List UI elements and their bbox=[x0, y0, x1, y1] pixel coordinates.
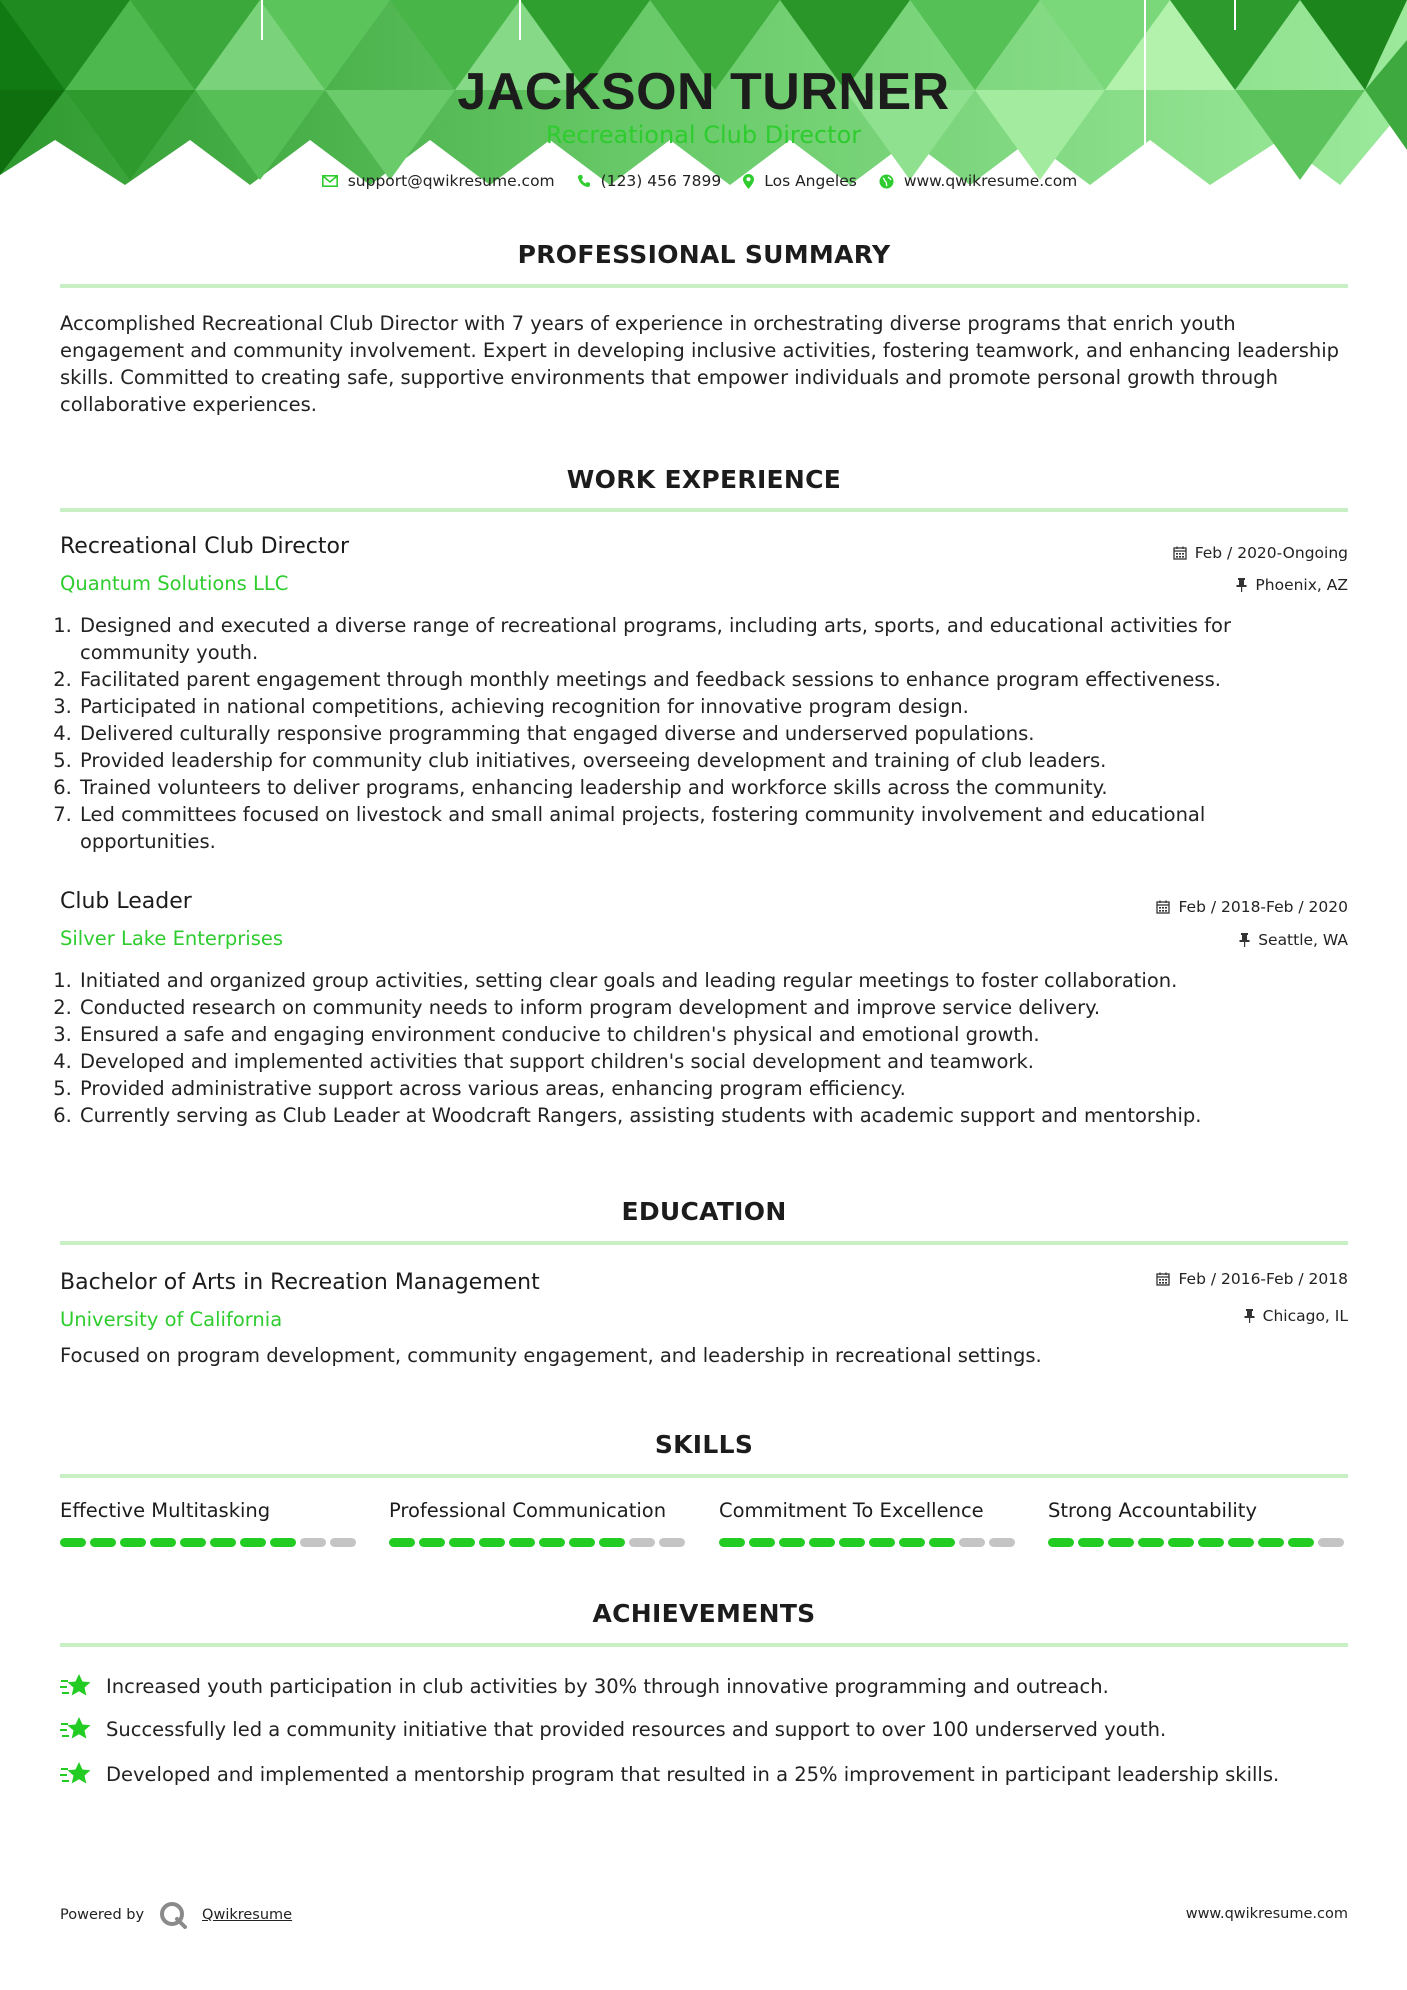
skill-level-segment bbox=[120, 1538, 146, 1547]
list-item: 1. Designed and executed a diverse range of recreational programs, including arts, sports, and educational activities for community youth. bbox=[78, 612, 1318, 666]
skill-level-segment bbox=[899, 1538, 925, 1547]
skill-level-bar bbox=[389, 1538, 689, 1547]
email-text: support@qwikresume.com bbox=[347, 172, 555, 190]
skill-level-segment bbox=[749, 1538, 775, 1547]
map-pin-icon bbox=[743, 174, 754, 189]
list-item: 4. Delivered culturally responsive programming that engaged diverse and underserved populations. bbox=[78, 720, 1318, 747]
skill-level-segment bbox=[659, 1538, 685, 1547]
skill-level-segment bbox=[300, 1538, 326, 1547]
skill-level-segment bbox=[270, 1538, 296, 1547]
pushpin-icon bbox=[1236, 578, 1247, 592]
job-title: Recreational Club Director bbox=[60, 534, 349, 559]
achievement-item bbox=[60, 1672, 1109, 1700]
list-item: 2. Conducted research on community needs to inform program development and improve service delivery. bbox=[78, 994, 1318, 1021]
envelope-icon bbox=[322, 175, 338, 187]
skill-level-segment bbox=[719, 1538, 745, 1547]
company-name: Silver Lake Enterprises bbox=[60, 927, 284, 950]
pushpin-icon bbox=[1239, 933, 1250, 947]
job-location-text: Seattle, WA bbox=[1258, 931, 1348, 949]
section-title-experience: WORK EXPERIENCE bbox=[566, 465, 842, 494]
skill-name: Professional Communication bbox=[389, 1499, 667, 1522]
skill-level-segment bbox=[1318, 1538, 1344, 1547]
section-divider bbox=[60, 1643, 1348, 1647]
list-item: 5. Provided administrative support across various areas, enhancing program efficiency. bbox=[78, 1075, 1318, 1102]
skill-name: Strong Accountability bbox=[1048, 1499, 1257, 1522]
skill-item bbox=[719, 1499, 1019, 1547]
contact-website[interactable] bbox=[879, 172, 1077, 190]
list-item: 6. Trained volunteers to deliver programs, enhancing leadership and workforce skills across the community. bbox=[78, 774, 1318, 801]
footer-powered-by bbox=[60, 1900, 292, 1930]
skill-level-segment bbox=[330, 1538, 356, 1547]
list-item: 4. Developed and implemented activities that support children's social development and teamwork. bbox=[78, 1048, 1318, 1075]
location-text: Los Angeles bbox=[764, 172, 857, 190]
qwikresume-logo-icon bbox=[158, 1900, 188, 1930]
skill-level-segment bbox=[509, 1538, 535, 1547]
job-date bbox=[1173, 544, 1348, 562]
section-divider bbox=[60, 284, 1348, 288]
skill-level-segment bbox=[839, 1538, 865, 1547]
powered-by-text: Powered by bbox=[60, 1907, 145, 1923]
achievement-text: Successfully led a community initiative that provided resources and support to over 100 underserved youth. bbox=[106, 1717, 1167, 1741]
skill-level-segment bbox=[389, 1538, 415, 1547]
skill-level-bar bbox=[1048, 1538, 1348, 1547]
job-bullets bbox=[54, 967, 1318, 1129]
skill-item bbox=[60, 1499, 360, 1547]
skill-level-segment bbox=[1198, 1538, 1224, 1547]
skill-level-segment bbox=[419, 1538, 445, 1547]
footer-website[interactable]: www.qwikresume.com bbox=[1185, 1906, 1348, 1922]
star-achievement-icon bbox=[60, 1715, 92, 1743]
achievement-item bbox=[60, 1760, 1279, 1788]
list-item: 3. Ensured a safe and engaging environment conducive to children's physical and emotional growth. bbox=[78, 1021, 1318, 1048]
skill-level-bar bbox=[60, 1538, 360, 1547]
skill-level-bar bbox=[719, 1538, 1019, 1547]
skill-level-segment bbox=[599, 1538, 625, 1547]
education-date bbox=[1156, 1270, 1348, 1288]
skill-level-segment bbox=[150, 1538, 176, 1547]
skill-level-segment bbox=[869, 1538, 895, 1547]
skill-level-segment bbox=[479, 1538, 505, 1547]
skill-level-segment bbox=[449, 1538, 475, 1547]
skill-level-segment bbox=[240, 1538, 266, 1547]
section-divider bbox=[60, 508, 1348, 512]
section-title-skills: SKILLS bbox=[654, 1430, 754, 1459]
qwikresume-link[interactable]: Qwikresume bbox=[202, 1907, 293, 1923]
list-item: 3. Participated in national competitions, achieving recognition for innovative program design. bbox=[78, 693, 1318, 720]
contact-email[interactable] bbox=[322, 172, 555, 190]
job-location-text: Phoenix, AZ bbox=[1255, 576, 1348, 594]
job-location bbox=[1239, 931, 1348, 949]
skill-level-segment bbox=[569, 1538, 595, 1547]
section-divider bbox=[60, 1474, 1348, 1478]
section-divider bbox=[60, 1241, 1348, 1245]
achievement-item bbox=[60, 1715, 1166, 1743]
skill-name: Commitment To Excellence bbox=[719, 1499, 984, 1522]
candidate-name: JACKSON TURNER bbox=[457, 63, 950, 121]
summary-text: Accomplished Recreational Club Director with 7 years of experience in orchestrating diverse programs that enrich youth engagement and community involvement. Expert in developing inclusive activities, fostering teamwork, and enhancing leadership skills. Committed to creating safe, supportive environments that empower individuals and promote personal growth through collaborative experiences. bbox=[60, 312, 1340, 416]
skill-level-segment bbox=[60, 1538, 86, 1547]
phone-icon bbox=[577, 174, 591, 188]
skill-name: Effective Multitasking bbox=[60, 1499, 271, 1522]
skill-level-segment bbox=[809, 1538, 835, 1547]
skill-level-segment bbox=[1108, 1538, 1134, 1547]
skill-level-segment bbox=[1168, 1538, 1194, 1547]
skill-level-segment bbox=[929, 1538, 955, 1547]
star-achievement-icon bbox=[60, 1672, 92, 1700]
calendar-icon bbox=[1173, 546, 1187, 560]
star-achievement-icon bbox=[60, 1760, 92, 1788]
list-item: 2. Facilitated parent engagement through monthly meetings and feedback sessions to enhance program effectiveness. bbox=[78, 666, 1318, 693]
list-item: 7. Led committees focused on livestock and small animal projects, fostering community involvement and educational opportunities. bbox=[78, 801, 1318, 855]
list-item: 1. Initiated and organized group activities, setting clear goals and leading regular meetings to foster collaboration. bbox=[78, 967, 1318, 994]
skill-level-segment bbox=[90, 1538, 116, 1547]
website-text: www.qwikresume.com bbox=[903, 172, 1078, 190]
list-item: 6. Currently serving as Club Leader at Woodcraft Rangers, assisting students with academic support and mentorship. bbox=[78, 1102, 1318, 1129]
achievement-text: Increased youth participation in club activities by 30% through innovative programming and outreach. bbox=[106, 1674, 1109, 1698]
phone-text: (123) 456 7899 bbox=[600, 172, 722, 190]
globe-icon bbox=[879, 174, 894, 189]
skill-level-segment bbox=[1048, 1538, 1074, 1547]
education-date-text: Feb / 2016-Feb / 2018 bbox=[1178, 1270, 1348, 1288]
skill-level-segment bbox=[1138, 1538, 1164, 1547]
skill-level-segment bbox=[779, 1538, 805, 1547]
company-name: Quantum Solutions LLC bbox=[60, 572, 289, 595]
job-bullets bbox=[54, 612, 1318, 855]
skill-level-segment bbox=[1228, 1538, 1254, 1547]
achievement-text: Developed and implemented a mentorship program that resulted in a 25% improvement in participant leadership skills. bbox=[106, 1762, 1280, 1786]
school-name: University of California bbox=[60, 1308, 283, 1331]
skill-level-segment bbox=[1258, 1538, 1284, 1547]
job-title: Club Leader bbox=[60, 889, 192, 914]
skill-item bbox=[389, 1499, 689, 1547]
list-item: 5. Provided leadership for community club initiatives, overseeing development and training of club leaders. bbox=[78, 747, 1318, 774]
pushpin-icon bbox=[1244, 1309, 1255, 1323]
skill-level-segment bbox=[629, 1538, 655, 1547]
skill-level-segment bbox=[539, 1538, 565, 1547]
contact-bar bbox=[0, 172, 1407, 190]
skill-level-segment bbox=[180, 1538, 206, 1547]
section-title-achievements: ACHIEVEMENTS bbox=[592, 1599, 816, 1628]
calendar-icon bbox=[1156, 900, 1170, 914]
job-location bbox=[1236, 576, 1348, 594]
skill-item bbox=[1048, 1499, 1348, 1547]
skill-level-segment bbox=[210, 1538, 236, 1547]
skill-level-segment bbox=[1078, 1538, 1104, 1547]
contact-location bbox=[743, 172, 857, 190]
job-date-text: Feb / 2020-Ongoing bbox=[1194, 544, 1348, 562]
section-title-summary: PROFESSIONAL SUMMARY bbox=[517, 240, 891, 269]
section-title-education: EDUCATION bbox=[621, 1197, 787, 1226]
degree-title: Bachelor of Arts in Recreation Management bbox=[60, 1270, 540, 1295]
candidate-role: Recreational Club Director bbox=[545, 121, 862, 149]
job-date-text: Feb / 2018-Feb / 2020 bbox=[1178, 898, 1348, 916]
job-date bbox=[1156, 898, 1348, 916]
skill-level-segment bbox=[959, 1538, 985, 1547]
education-location bbox=[1244, 1307, 1348, 1325]
education-description: Focused on program development, community engagement, and leadership in recreational settings. bbox=[60, 1344, 1042, 1367]
calendar-icon bbox=[1156, 1272, 1170, 1286]
skill-level-segment bbox=[989, 1538, 1015, 1547]
skill-level-segment bbox=[1288, 1538, 1314, 1547]
contact-phone[interactable] bbox=[577, 172, 722, 190]
education-location-text: Chicago, IL bbox=[1262, 1307, 1348, 1325]
